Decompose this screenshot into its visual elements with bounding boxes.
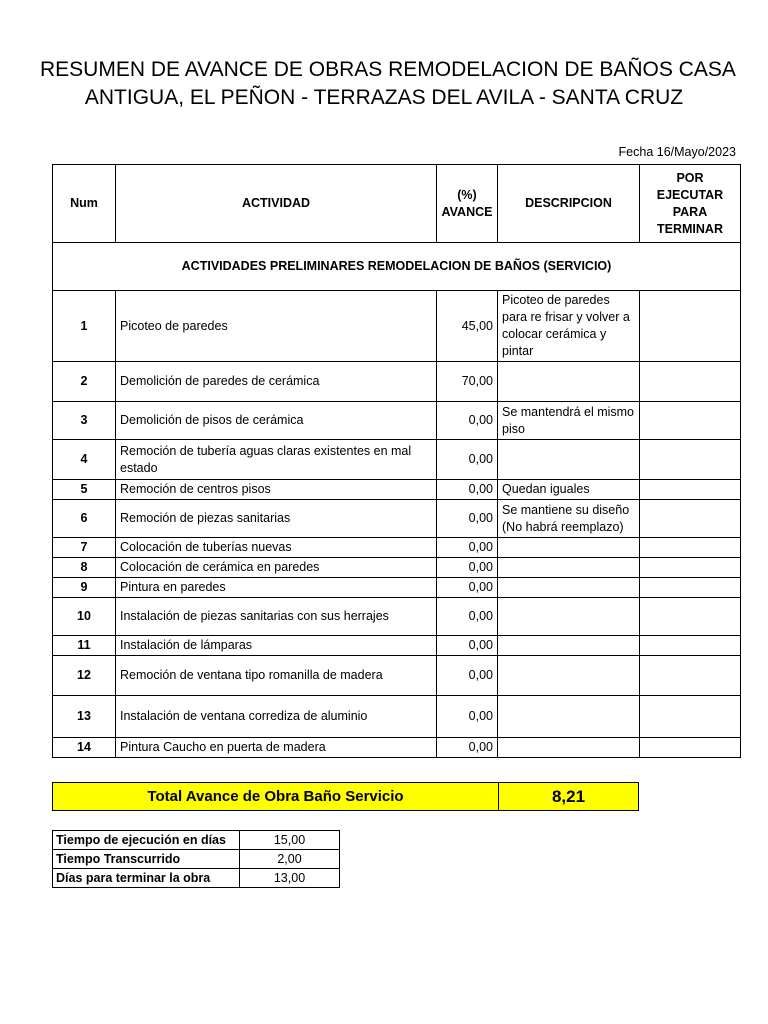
table-header-row [53, 165, 741, 243]
row-actividad: Remoción de centros pisos [116, 480, 437, 500]
row-por-ejecutar [640, 598, 741, 636]
row-avance: 0,00 [437, 440, 498, 480]
total-label: Total Avance de Obra Baño Servicio [53, 783, 499, 810]
row-descripcion [498, 538, 640, 558]
row-avance: 0,00 [437, 538, 498, 558]
row-descripcion [498, 362, 640, 402]
row-num: 10 [53, 598, 116, 636]
table-row [53, 656, 741, 696]
table-row [53, 440, 741, 480]
row-por-ejecutar [640, 402, 741, 440]
header-num: Num [53, 165, 116, 243]
header-avance [437, 165, 498, 243]
row-descripcion [498, 696, 640, 738]
row-descripcion: Se mantiene su diseño (No habrá reemplazo) [498, 500, 640, 538]
header-avance-line2: AVANCE [441, 204, 493, 219]
summary-label: Tiempo de ejecución en días [53, 831, 240, 850]
table-row [53, 480, 741, 500]
time-summary-table [52, 830, 340, 888]
row-descripcion [498, 636, 640, 656]
row-por-ejecutar [640, 480, 741, 500]
header-descripcion: DESCRIPCION [498, 165, 640, 243]
row-num: 2 [53, 362, 116, 402]
row-descripcion: Picoteo de paredes para re frisar y volver a colocar cerámica y pintar [498, 291, 640, 362]
row-actividad: Instalación de lámparas [116, 636, 437, 656]
row-actividad: Remoción de piezas sanitarias [116, 500, 437, 538]
row-actividad: Demolición de paredes de cerámica [116, 362, 437, 402]
row-descripcion [498, 656, 640, 696]
row-num: 6 [53, 500, 116, 538]
row-avance: 0,00 [437, 500, 498, 538]
row-por-ejecutar [640, 500, 741, 538]
row-actividad: Colocación de cerámica en paredes [116, 558, 437, 578]
row-actividad: Colocación de tuberías nuevas [116, 538, 437, 558]
summary-row [53, 831, 340, 850]
row-actividad: Pintura en paredes [116, 578, 437, 598]
row-avance: 0,00 [437, 738, 498, 758]
header-por-line3: PARA [672, 204, 708, 219]
row-avance: 0,00 [437, 636, 498, 656]
table-row [53, 558, 741, 578]
header-actividad: ACTIVIDAD [116, 165, 437, 243]
row-descripcion [498, 598, 640, 636]
title-line-2: ANTIGUA, EL PEÑON - TERRAZAS DEL AVILA - SANTA CRUZ [84, 86, 684, 109]
row-num: 9 [53, 578, 116, 598]
row-descripcion [498, 738, 640, 758]
table-row [53, 291, 741, 362]
row-num: 5 [53, 480, 116, 500]
row-num: 14 [53, 738, 116, 758]
row-avance: 0,00 [437, 656, 498, 696]
total-avance-box [52, 782, 639, 811]
document-title [40, 56, 736, 112]
row-num: 7 [53, 538, 116, 558]
summary-value: 13,00 [240, 869, 340, 888]
row-por-ejecutar [640, 538, 741, 558]
section-row [53, 243, 741, 291]
row-por-ejecutar [640, 696, 741, 738]
row-descripcion [498, 440, 640, 480]
row-por-ejecutar [640, 578, 741, 598]
row-por-ejecutar [640, 291, 741, 362]
row-avance: 0,00 [437, 598, 498, 636]
row-avance: 0,00 [437, 558, 498, 578]
activities-table [52, 164, 741, 758]
summary-value: 2,00 [240, 850, 340, 869]
header-por-line4: TERMINAR [657, 221, 723, 236]
row-actividad: Instalación de ventana corrediza de aluminio [116, 696, 437, 738]
row-descripcion: Se mantendrá el mismo piso [498, 402, 640, 440]
table-row [53, 538, 741, 558]
header-por-line1: POR [676, 170, 704, 185]
header-avance-line1: (%) [457, 187, 477, 202]
row-avance: 45,00 [437, 291, 498, 362]
table-row [53, 402, 741, 440]
row-avance: 0,00 [437, 578, 498, 598]
row-por-ejecutar [640, 440, 741, 480]
row-descripcion: Quedan iguales [498, 480, 640, 500]
table-row [53, 500, 741, 538]
row-por-ejecutar [640, 656, 741, 696]
row-actividad: Pintura Caucho en puerta de madera [116, 738, 437, 758]
row-por-ejecutar [640, 558, 741, 578]
table-row [53, 578, 741, 598]
header-por-line2: EJECUTAR [656, 187, 724, 202]
row-avance: 0,00 [437, 696, 498, 738]
row-descripcion [498, 558, 640, 578]
row-num: 3 [53, 402, 116, 440]
title-line-1: RESUMEN DE AVANCE DE OBRAS REMODELACION DE BAÑOS CASA [40, 58, 736, 81]
table-row [53, 636, 741, 656]
date-label: Fecha 16/Mayo/2023 [618, 145, 736, 159]
summary-row [53, 869, 340, 888]
total-value: 8,21 [551, 786, 586, 806]
row-actividad: Remoción de ventana tipo romanilla de madera [116, 656, 437, 696]
table-row [53, 696, 741, 738]
row-actividad: Picoteo de paredes [116, 291, 437, 362]
row-descripcion [498, 578, 640, 598]
summary-label: Días para terminar la obra [53, 869, 240, 888]
row-num: 12 [53, 656, 116, 696]
row-avance: 0,00 [437, 402, 498, 440]
row-num: 11 [53, 636, 116, 656]
header-por-ejecutar [640, 165, 741, 243]
table-row [53, 598, 741, 636]
row-avance: 0,00 [437, 480, 498, 500]
row-num: 13 [53, 696, 116, 738]
table-row [53, 738, 741, 758]
row-num: 8 [53, 558, 116, 578]
row-avance: 70,00 [437, 362, 498, 402]
row-num: 1 [53, 291, 116, 362]
summary-row [53, 850, 340, 869]
row-num: 4 [53, 440, 116, 480]
row-actividad: Instalación de piezas sanitarias con sus herrajes [116, 598, 437, 636]
row-actividad: Remoción de tubería aguas claras existentes en mal estado [116, 440, 437, 480]
table-row [53, 362, 741, 402]
row-por-ejecutar [640, 362, 741, 402]
section-title: ACTIVIDADES PRELIMINARES REMODELACION DE BAÑOS (SERVICIO) [53, 243, 741, 291]
row-por-ejecutar [640, 636, 741, 656]
row-actividad: Demolición de pisos de cerámica [116, 402, 437, 440]
row-por-ejecutar [640, 738, 741, 758]
summary-label: Tiempo Transcurrido [53, 850, 240, 869]
summary-value: 15,00 [240, 831, 340, 850]
